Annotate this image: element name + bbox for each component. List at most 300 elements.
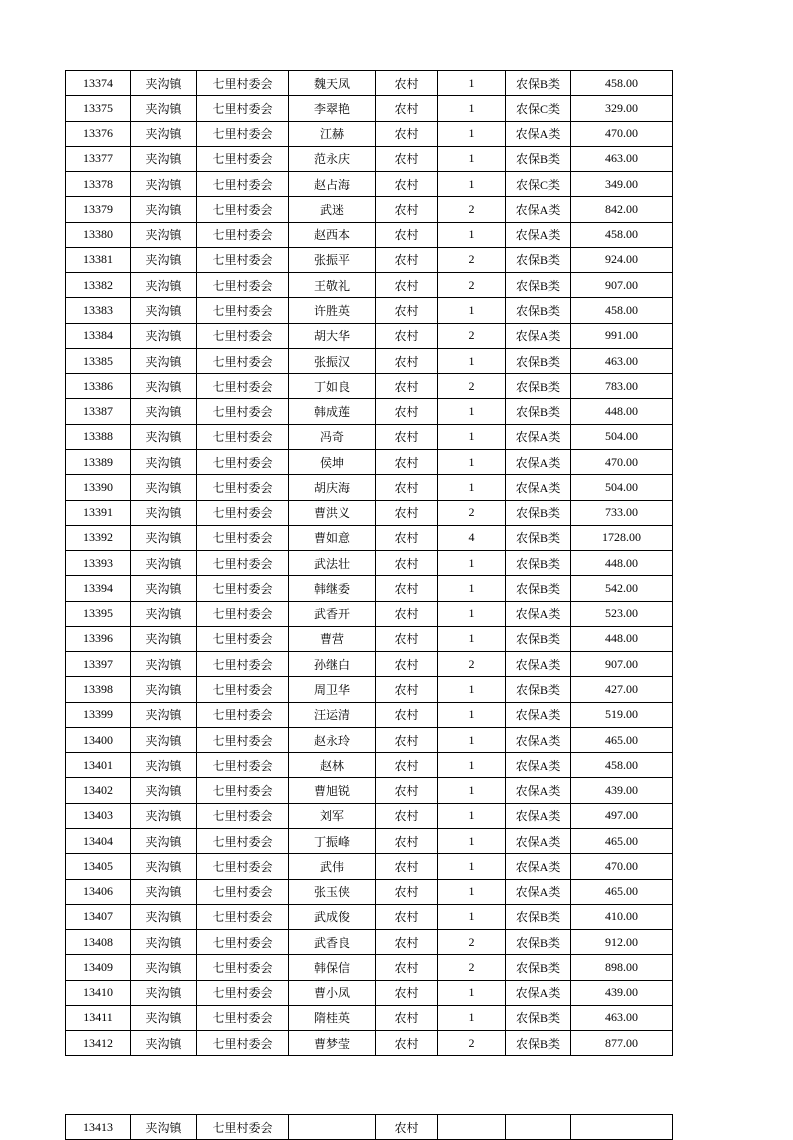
cell-id: 13380 bbox=[66, 222, 131, 247]
cell-committee: 七里村委会 bbox=[197, 652, 289, 677]
cell-id: 13400 bbox=[66, 727, 131, 752]
table-row bbox=[66, 1031, 673, 1056]
cell-committee: 七里村委会 bbox=[197, 475, 289, 500]
table-row bbox=[66, 778, 673, 803]
cell-id: 13394 bbox=[66, 576, 131, 601]
table-row bbox=[66, 348, 673, 373]
cell-name: 张振汉 bbox=[289, 348, 376, 373]
table-row bbox=[66, 146, 673, 171]
table-row bbox=[66, 449, 673, 474]
cell-count: 1 bbox=[438, 475, 506, 500]
cell-amount: 458.00 bbox=[571, 222, 673, 247]
cell-category: 农保B类 bbox=[506, 930, 571, 955]
cell-count: 1 bbox=[438, 71, 506, 96]
cell-id: 13386 bbox=[66, 374, 131, 399]
cell-amount: 439.00 bbox=[571, 778, 673, 803]
cell-name: 丁如良 bbox=[289, 374, 376, 399]
cell-type: 农村 bbox=[376, 652, 438, 677]
cell-type: 农村 bbox=[376, 778, 438, 803]
cell-id: 13381 bbox=[66, 247, 131, 272]
cell-amount: 349.00 bbox=[571, 172, 673, 197]
cell-committee: 七里村委会 bbox=[197, 980, 289, 1005]
cell-town: 夹沟镇 bbox=[131, 677, 197, 702]
cell-category: 农保A类 bbox=[506, 197, 571, 222]
cell-id: 13408 bbox=[66, 930, 131, 955]
cell-town: 夹沟镇 bbox=[131, 121, 197, 146]
cell-type: 农村 bbox=[376, 121, 438, 146]
partial-next-page-row bbox=[65, 1114, 674, 1135]
table-row bbox=[66, 601, 673, 626]
cell-type: 农村 bbox=[376, 980, 438, 1005]
cell-type: 农村 bbox=[376, 803, 438, 828]
cell-id: 13378 bbox=[66, 172, 131, 197]
cell-category: 农保A类 bbox=[506, 879, 571, 904]
cell-committee: 七里村委会 bbox=[197, 500, 289, 525]
cell-committee: 七里村委会 bbox=[197, 323, 289, 348]
cell-town: 夹沟镇 bbox=[131, 980, 197, 1005]
cell-town: 夹沟镇 bbox=[131, 96, 197, 121]
cell-name: 周卫华 bbox=[289, 677, 376, 702]
cell-count: 2 bbox=[438, 323, 506, 348]
cell-count: 1 bbox=[438, 879, 506, 904]
cell-count: 1 bbox=[438, 803, 506, 828]
cell-committee: 七里村委会 bbox=[197, 247, 289, 272]
cell-committee: 七里村委会 bbox=[197, 121, 289, 146]
cell-name: 魏天凤 bbox=[289, 71, 376, 96]
table-row bbox=[66, 172, 673, 197]
cell-type: 农村 bbox=[376, 677, 438, 702]
cell-category: 农保A类 bbox=[506, 121, 571, 146]
cell-committee: 七里村委会 bbox=[197, 727, 289, 752]
table-row bbox=[66, 121, 673, 146]
cell-type: 农村 bbox=[376, 1115, 438, 1140]
cell-count: 1 bbox=[438, 626, 506, 651]
cell-type: 农村 bbox=[376, 551, 438, 576]
cell-amount: 463.00 bbox=[571, 348, 673, 373]
table-row bbox=[66, 803, 673, 828]
cell-category: 农保B类 bbox=[506, 955, 571, 980]
cell-amount: 439.00 bbox=[571, 980, 673, 1005]
cell-town: 夹沟镇 bbox=[131, 803, 197, 828]
cell-amount: 458.00 bbox=[571, 298, 673, 323]
cell-id: 13385 bbox=[66, 348, 131, 373]
cell-committee: 七里村委会 bbox=[197, 222, 289, 247]
cell-category: 农保B类 bbox=[506, 1005, 571, 1030]
cell-id: 13376 bbox=[66, 121, 131, 146]
cell-committee: 七里村委会 bbox=[197, 955, 289, 980]
cell-count: 2 bbox=[438, 930, 506, 955]
cell-name: 张玉侠 bbox=[289, 879, 376, 904]
cell-town: 夹沟镇 bbox=[131, 374, 197, 399]
cell-category: 农保B类 bbox=[506, 146, 571, 171]
cell-name: 赵西本 bbox=[289, 222, 376, 247]
cell-type: 农村 bbox=[376, 273, 438, 298]
cell-name: 丁振峰 bbox=[289, 828, 376, 853]
cell-amount: 898.00 bbox=[571, 955, 673, 980]
cell-committee: 七里村委会 bbox=[197, 96, 289, 121]
cell-committee: 七里村委会 bbox=[197, 197, 289, 222]
cell-count: 1 bbox=[438, 1005, 506, 1030]
cell-amount: 470.00 bbox=[571, 121, 673, 146]
cell-name: 武法壮 bbox=[289, 551, 376, 576]
table-row bbox=[66, 879, 673, 904]
cell-committee: 七里村委会 bbox=[197, 576, 289, 601]
cell-category: 农保A类 bbox=[506, 803, 571, 828]
cell-name bbox=[289, 1115, 376, 1140]
cell-committee: 七里村委会 bbox=[197, 172, 289, 197]
cell-town: 夹沟镇 bbox=[131, 399, 197, 424]
table-row bbox=[66, 702, 673, 727]
cell-town: 夹沟镇 bbox=[131, 348, 197, 373]
cell-amount: 991.00 bbox=[571, 323, 673, 348]
cell-category: 农保B类 bbox=[506, 348, 571, 373]
table-row bbox=[66, 652, 673, 677]
cell-count: 1 bbox=[438, 298, 506, 323]
cell-amount: 519.00 bbox=[571, 702, 673, 727]
cell-count: 1 bbox=[438, 551, 506, 576]
cell-amount: 504.00 bbox=[571, 424, 673, 449]
cell-committee: 七里村委会 bbox=[197, 702, 289, 727]
cell-category: 农保B类 bbox=[506, 374, 571, 399]
cell-count: 2 bbox=[438, 652, 506, 677]
cell-town: 夹沟镇 bbox=[131, 702, 197, 727]
cell-category: 农保A类 bbox=[506, 652, 571, 677]
cell-town: 夹沟镇 bbox=[131, 1115, 197, 1140]
cell-committee: 七里村委会 bbox=[197, 854, 289, 879]
cell-type: 农村 bbox=[376, 626, 438, 651]
cell-type: 农村 bbox=[376, 222, 438, 247]
cell-count: 1 bbox=[438, 449, 506, 474]
cell-count bbox=[438, 1115, 506, 1140]
cell-town: 夹沟镇 bbox=[131, 424, 197, 449]
cell-count: 1 bbox=[438, 778, 506, 803]
cell-amount: 410.00 bbox=[571, 904, 673, 929]
cell-count: 1 bbox=[438, 727, 506, 752]
cell-amount: 463.00 bbox=[571, 1005, 673, 1030]
cell-town: 夹沟镇 bbox=[131, 222, 197, 247]
cell-id: 13382 bbox=[66, 273, 131, 298]
cell-count: 1 bbox=[438, 904, 506, 929]
cell-type: 农村 bbox=[376, 753, 438, 778]
cell-amount: 465.00 bbox=[571, 828, 673, 853]
cell-count: 1 bbox=[438, 601, 506, 626]
cell-id: 13377 bbox=[66, 146, 131, 171]
cell-count: 1 bbox=[438, 753, 506, 778]
cell-category: 农保A类 bbox=[506, 980, 571, 1005]
cell-category: 农保A类 bbox=[506, 601, 571, 626]
cell-committee: 七里村委会 bbox=[197, 424, 289, 449]
cell-amount: 470.00 bbox=[571, 449, 673, 474]
table-row bbox=[66, 323, 673, 348]
cell-count: 1 bbox=[438, 172, 506, 197]
partial-row-body bbox=[66, 1115, 673, 1140]
cell-count: 2 bbox=[438, 273, 506, 298]
table-row bbox=[66, 551, 673, 576]
cell-name: 孙继白 bbox=[289, 652, 376, 677]
cell-name: 曹洪义 bbox=[289, 500, 376, 525]
cell-town: 夹沟镇 bbox=[131, 475, 197, 500]
cell-type: 农村 bbox=[376, 172, 438, 197]
cell-count: 1 bbox=[438, 702, 506, 727]
cell-amount: 783.00 bbox=[571, 374, 673, 399]
cell-count: 4 bbox=[438, 525, 506, 550]
cell-town: 夹沟镇 bbox=[131, 955, 197, 980]
cell-id: 13391 bbox=[66, 500, 131, 525]
cell-name: 张振平 bbox=[289, 247, 376, 272]
table-row bbox=[66, 273, 673, 298]
cell-town: 夹沟镇 bbox=[131, 854, 197, 879]
cell-type: 农村 bbox=[376, 955, 438, 980]
cell-count: 1 bbox=[438, 677, 506, 702]
cell-id: 13403 bbox=[66, 803, 131, 828]
cell-type: 农村 bbox=[376, 1031, 438, 1056]
cell-category: 农保B类 bbox=[506, 298, 571, 323]
cell-category: 农保A类 bbox=[506, 222, 571, 247]
cell-committee: 七里村委会 bbox=[197, 1031, 289, 1056]
cell-type: 农村 bbox=[376, 727, 438, 752]
cell-amount: 465.00 bbox=[571, 879, 673, 904]
cell-id: 13396 bbox=[66, 626, 131, 651]
cell-category: 农保B类 bbox=[506, 247, 571, 272]
cell-amount: 523.00 bbox=[571, 601, 673, 626]
cell-town: 夹沟镇 bbox=[131, 1031, 197, 1056]
cell-category: 农保A类 bbox=[506, 778, 571, 803]
cell-id: 13379 bbox=[66, 197, 131, 222]
cell-type: 农村 bbox=[376, 500, 438, 525]
cell-name: 刘军 bbox=[289, 803, 376, 828]
cell-category: 农保B类 bbox=[506, 576, 571, 601]
cell-id: 13413 bbox=[66, 1115, 131, 1140]
cell-type: 农村 bbox=[376, 247, 438, 272]
cell-category: 农保B类 bbox=[506, 399, 571, 424]
table-row bbox=[66, 930, 673, 955]
table-row bbox=[66, 424, 673, 449]
cell-type: 农村 bbox=[376, 374, 438, 399]
cell-committee: 七里村委会 bbox=[197, 273, 289, 298]
cell-type: 农村 bbox=[376, 449, 438, 474]
cell-town: 夹沟镇 bbox=[131, 930, 197, 955]
cell-name: 王敬礼 bbox=[289, 273, 376, 298]
cell-amount: 329.00 bbox=[571, 96, 673, 121]
cell-id: 13402 bbox=[66, 778, 131, 803]
cell-town: 夹沟镇 bbox=[131, 652, 197, 677]
cell-type: 农村 bbox=[376, 298, 438, 323]
cell-town: 夹沟镇 bbox=[131, 449, 197, 474]
cell-amount: 924.00 bbox=[571, 247, 673, 272]
table-row bbox=[66, 475, 673, 500]
cell-committee: 七里村委会 bbox=[197, 449, 289, 474]
cell-committee: 七里村委会 bbox=[197, 753, 289, 778]
cell-id: 13411 bbox=[66, 1005, 131, 1030]
cell-category: 农保A类 bbox=[506, 424, 571, 449]
cell-type: 农村 bbox=[376, 601, 438, 626]
cell-amount: 497.00 bbox=[571, 803, 673, 828]
table-row bbox=[66, 197, 673, 222]
cell-town: 夹沟镇 bbox=[131, 323, 197, 348]
cell-id: 13407 bbox=[66, 904, 131, 929]
cell-id: 13397 bbox=[66, 652, 131, 677]
cell-count: 2 bbox=[438, 247, 506, 272]
cell-category: 农保A类 bbox=[506, 323, 571, 348]
cell-count: 2 bbox=[438, 955, 506, 980]
table-row bbox=[66, 525, 673, 550]
cell-count: 1 bbox=[438, 854, 506, 879]
cell-name: 曹梦莹 bbox=[289, 1031, 376, 1056]
cell-committee: 七里村委会 bbox=[197, 146, 289, 171]
cell-type: 农村 bbox=[376, 702, 438, 727]
cell-id: 13410 bbox=[66, 980, 131, 1005]
cell-type: 农村 bbox=[376, 323, 438, 348]
cell-name: 李翠艳 bbox=[289, 96, 376, 121]
cell-committee: 七里村委会 bbox=[197, 1005, 289, 1030]
cell-committee: 七里村委会 bbox=[197, 828, 289, 853]
cell-id: 13383 bbox=[66, 298, 131, 323]
cell-id: 13401 bbox=[66, 753, 131, 778]
cell-type: 农村 bbox=[376, 854, 438, 879]
cell-category: 农保B类 bbox=[506, 551, 571, 576]
cell-type: 农村 bbox=[376, 525, 438, 550]
table-row bbox=[66, 374, 673, 399]
cell-committee: 七里村委会 bbox=[197, 1115, 289, 1140]
cell-committee: 七里村委会 bbox=[197, 374, 289, 399]
cell-count: 1 bbox=[438, 980, 506, 1005]
cell-town: 夹沟镇 bbox=[131, 500, 197, 525]
table-row bbox=[66, 955, 673, 980]
table-body bbox=[66, 71, 673, 1056]
table-row bbox=[66, 1005, 673, 1030]
cell-type: 农村 bbox=[376, 1005, 438, 1030]
cell-count: 1 bbox=[438, 399, 506, 424]
cell-id: 13398 bbox=[66, 677, 131, 702]
cell-amount: 448.00 bbox=[571, 626, 673, 651]
cell-town: 夹沟镇 bbox=[131, 576, 197, 601]
cell-town: 夹沟镇 bbox=[131, 1005, 197, 1030]
cell-type: 农村 bbox=[376, 197, 438, 222]
cell-town: 夹沟镇 bbox=[131, 778, 197, 803]
cell-id: 13392 bbox=[66, 525, 131, 550]
cell-category: 农保C类 bbox=[506, 172, 571, 197]
cell-committee: 七里村委会 bbox=[197, 298, 289, 323]
table-row bbox=[66, 980, 673, 1005]
cell-name: 冯奇 bbox=[289, 424, 376, 449]
cell-committee: 七里村委会 bbox=[197, 677, 289, 702]
cell-committee: 七里村委会 bbox=[197, 551, 289, 576]
cell-committee: 七里村委会 bbox=[197, 601, 289, 626]
cell-name: 武香良 bbox=[289, 930, 376, 955]
cell-name: 韩继委 bbox=[289, 576, 376, 601]
cell-id: 13405 bbox=[66, 854, 131, 879]
cell-count: 2 bbox=[438, 374, 506, 399]
table-row bbox=[66, 96, 673, 121]
cell-id: 13387 bbox=[66, 399, 131, 424]
cell-name: 曹如意 bbox=[289, 525, 376, 550]
cell-id: 13399 bbox=[66, 702, 131, 727]
table-row bbox=[66, 247, 673, 272]
cell-committee: 七里村委会 bbox=[197, 930, 289, 955]
cell-town: 夹沟镇 bbox=[131, 753, 197, 778]
cell-type: 农村 bbox=[376, 828, 438, 853]
cell-count: 1 bbox=[438, 146, 506, 171]
table-row bbox=[66, 576, 673, 601]
cell-amount: 842.00 bbox=[571, 197, 673, 222]
cell-count: 1 bbox=[438, 121, 506, 146]
cell-name: 赵永玲 bbox=[289, 727, 376, 752]
cell-amount: 470.00 bbox=[571, 854, 673, 879]
table-row bbox=[66, 298, 673, 323]
cell-id: 13404 bbox=[66, 828, 131, 853]
cell-id: 13389 bbox=[66, 449, 131, 474]
cell-category: 农保B类 bbox=[506, 71, 571, 96]
cell-type: 农村 bbox=[376, 146, 438, 171]
cell-town: 夹沟镇 bbox=[131, 273, 197, 298]
cell-type: 农村 bbox=[376, 399, 438, 424]
cell-name: 曹旭锐 bbox=[289, 778, 376, 803]
cell-category: 农保A类 bbox=[506, 727, 571, 752]
cell-amount: 448.00 bbox=[571, 399, 673, 424]
cell-count: 1 bbox=[438, 348, 506, 373]
cell-count: 2 bbox=[438, 197, 506, 222]
cell-name: 武迷 bbox=[289, 197, 376, 222]
cell-name: 胡大华 bbox=[289, 323, 376, 348]
cell-amount: 542.00 bbox=[571, 576, 673, 601]
cell-committee: 七里村委会 bbox=[197, 803, 289, 828]
cell-amount: 463.00 bbox=[571, 146, 673, 171]
cell-town: 夹沟镇 bbox=[131, 197, 197, 222]
table-row bbox=[66, 727, 673, 752]
cell-amount: 427.00 bbox=[571, 677, 673, 702]
cell-town: 夹沟镇 bbox=[131, 146, 197, 171]
cell-count: 1 bbox=[438, 828, 506, 853]
cell-type: 农村 bbox=[376, 930, 438, 955]
cell-name: 曹小凤 bbox=[289, 980, 376, 1005]
cell-type: 农村 bbox=[376, 348, 438, 373]
cell-type: 农村 bbox=[376, 96, 438, 121]
cell-amount: 912.00 bbox=[571, 930, 673, 955]
cell-id: 13395 bbox=[66, 601, 131, 626]
cell-amount: 1728.00 bbox=[571, 525, 673, 550]
cell-count: 2 bbox=[438, 500, 506, 525]
cell-category: 农保A类 bbox=[506, 702, 571, 727]
table-row bbox=[66, 854, 673, 879]
cell-type: 农村 bbox=[376, 904, 438, 929]
table-row bbox=[66, 222, 673, 247]
table-row bbox=[66, 753, 673, 778]
cell-name: 韩保信 bbox=[289, 955, 376, 980]
cell-category: 农保B类 bbox=[506, 273, 571, 298]
cell-id: 13375 bbox=[66, 96, 131, 121]
cell-amount: 907.00 bbox=[571, 652, 673, 677]
cell-category: 农保A类 bbox=[506, 449, 571, 474]
cell-id: 13393 bbox=[66, 551, 131, 576]
cell-committee: 七里村委会 bbox=[197, 904, 289, 929]
cell-town: 夹沟镇 bbox=[131, 727, 197, 752]
cell-category: 农保B类 bbox=[506, 1031, 571, 1056]
cell-amount: 877.00 bbox=[571, 1031, 673, 1056]
cell-id: 13409 bbox=[66, 955, 131, 980]
cell-committee: 七里村委会 bbox=[197, 525, 289, 550]
cell-category: 农保B类 bbox=[506, 525, 571, 550]
cell-committee: 七里村委会 bbox=[197, 71, 289, 96]
cell-category: 农保A类 bbox=[506, 475, 571, 500]
cell-committee: 七里村委会 bbox=[197, 778, 289, 803]
cell-amount bbox=[571, 1115, 673, 1140]
cell-category: 农保A类 bbox=[506, 854, 571, 879]
cell-category: 农保B类 bbox=[506, 626, 571, 651]
cell-name: 许胜英 bbox=[289, 298, 376, 323]
cell-id: 13390 bbox=[66, 475, 131, 500]
cell-id: 13384 bbox=[66, 323, 131, 348]
cell-town: 夹沟镇 bbox=[131, 879, 197, 904]
